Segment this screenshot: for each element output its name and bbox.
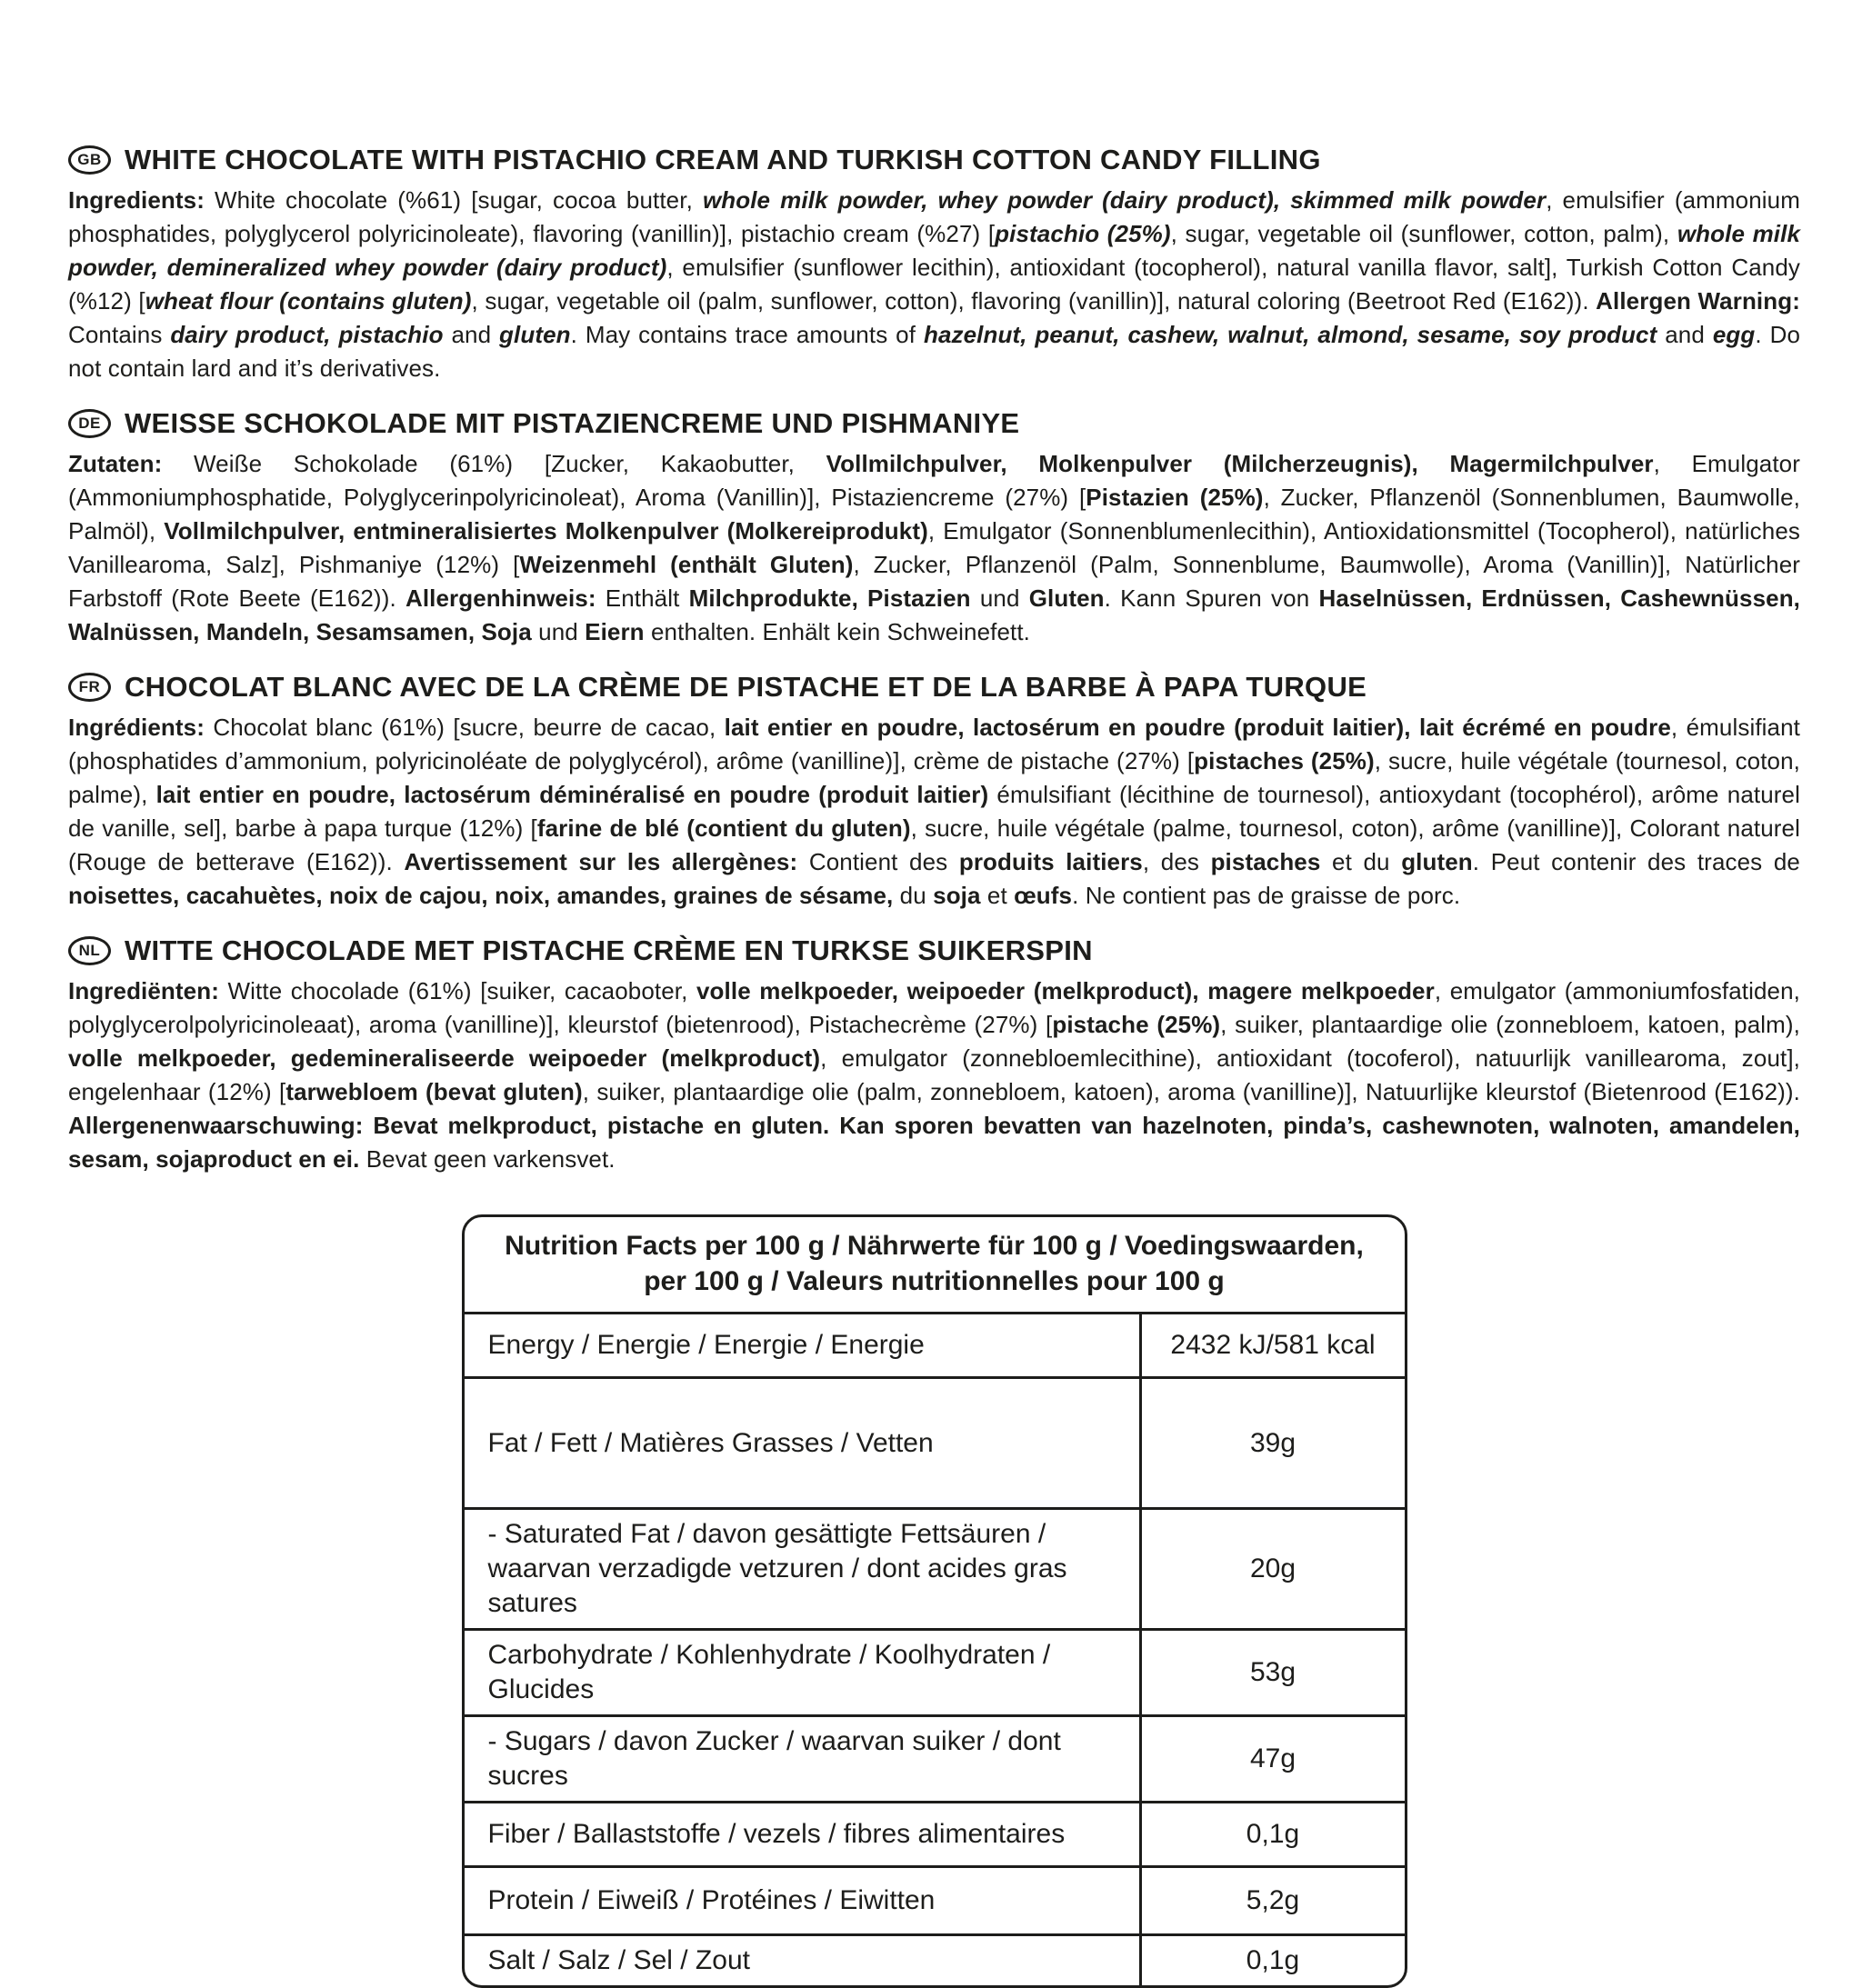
section-fr	[68, 671, 1800, 913]
section-gb-heading	[68, 144, 1800, 176]
nutrition-row-fiber	[465, 1803, 1405, 1868]
nutrition-label: Carbohydrate / Kohlenhydrate / Koolhydraten / Glucides	[465, 1631, 1142, 1714]
section-de-title: WEISSE SCHOKOLADE MIT PISTAZIENCREME UND PISHMANIYE	[125, 407, 1020, 439]
nutrition-value: 47g	[1249, 1743, 1296, 1773]
nutrition-row-protein	[465, 1868, 1405, 1936]
nutrition-label: Energy / Energie / Energie / Energie	[465, 1314, 1142, 1376]
gb-language-badge: GB	[68, 145, 111, 175]
nutrition-value: 20g	[1249, 1553, 1296, 1583]
section-gb-title: WHITE CHOCOLATE WITH PISTACHIO CREAM AND TURKISH COTTON CANDY FILLING	[125, 144, 1321, 175]
section-gb	[68, 144, 1800, 385]
nutrition-value: 0,1g	[1246, 1819, 1300, 1849]
nutrition-value: 53g	[1249, 1657, 1296, 1687]
section-nl-heading	[68, 934, 1800, 967]
section-fr-heading	[68, 671, 1800, 704]
nutrition-table-title: Nutrition Facts per 100 g / Nährwerte für 100 g / Voedingswaarden, per 100 g / Valeurs nutritionnelles pour 100 g	[465, 1217, 1405, 1314]
nutrition-value: 5,2g	[1246, 1885, 1300, 1915]
nutrition-label: - Sugars / davon Zucker / waarvan suiker / dont sucres	[465, 1717, 1142, 1801]
nutrition-label: Protein / Eiweiß / Protéines / Eiwitten	[465, 1868, 1142, 1933]
section-de-heading	[68, 407, 1800, 440]
de-language-badge: DE	[68, 409, 111, 438]
section-de	[68, 407, 1800, 649]
section-nl	[68, 934, 1800, 1176]
nutrition-value: 0,1g	[1246, 1945, 1300, 1975]
nutrition-row-carbohydrate	[465, 1631, 1405, 1717]
nutrition-label: - Saturated Fat / davon gesättigte Fettsäuren / waarvan verzadigde vetzuren / dont acides gras satures	[465, 1510, 1142, 1628]
nl-language-badge: NL	[68, 936, 111, 965]
section-gb-ingredients: Ingredients: White chocolate (%61) [sugar, cocoa butter, whole milk powder, whey powder (dairy product), skimmed milk powder, emulsifier (ammonium phosphatides, polyglycerol polyricinoleate), flavoring (vanillin)], pistachio cream (%27) [pistachio (25%), sugar, vegetable oil (sunflower, cotton, palm), whole milk powder, demineralized whey powder (dairy product), emulsifier (sunflower lecithin), antioxidant (tocopherol), natural vanilla flavor, salt], Turkish Cotton Candy (%12) [wheat flour (contains gluten), sugar, vegetable oil (palm, sunflower, cotton), flavoring (vanillin)], natural coloring (Beetroot Red (E162)). Allergen Warning: Contains dairy product, pistachio and gluten. May contains trace amounts of hazelnut, peanut, cashew, walnut, almond, sesame, soy product and egg. Do not contain lard and it’s derivatives.	[68, 186, 1801, 382]
fr-language-badge: FR	[68, 673, 111, 702]
section-nl-ingredients: Ingrediënten: Witte chocolade (61%) [suiker, cacaoboter, volle melkpoeder, weipoeder (melkproduct), magere melkpoeder, emulgator (ammoniumfosfatiden, polyglycerolpolyricinoleaat), aroma (vanilline)], kleurstof (bietenrood), Pistachecrème (27%) [pistache (25%), suiker, plantaardige olie (zonnebloem, katoen, palm), volle melkpoeder, gedemineraliseerde weipoeder (melkproduct), emulgator (zonnebloemlecithine), antioxidant (tocoferol), natuurlijk vanillearoma, zout], engelenhaar (12%) [tarwebloem (bevat gluten), suiker, plantaardige olie (palm, zonnebloem, katoen), aroma (vanilline)], Natuurlijke kleurstof (Bietenrood (E162)). Allergenenwaarschuwing: Bevat melkproduct, pistache en gluten. Kan sporen bevatten van hazelnoten, pinda’s, cashewnoten, walnoten, amandelen, sesam, sojaproduct en ei. Bevat geen varkensvet.	[68, 977, 1801, 1173]
section-nl-title: WITTE CHOCOLADE MET PISTACHE CRÈME EN TURKSE SUIKERSPIN	[125, 934, 1093, 966]
nutrition-row-saturated-fat	[465, 1510, 1405, 1631]
nutrition-row-salt	[465, 1936, 1405, 1985]
section-fr-ingredients: Ingrédients: Chocolat blanc (61%) [sucre, beurre de cacao, lait entier en poudre, lactosérum en poudre (produit laitier), lait écrémé en poudre, émulsifiant (phosphatides d’ammonium, polyricinoléate de polyglycérol), arôme (vanilline)], crème de pistache (27%) [pistaches (25%), sucre, huile végétale (tournesol, coton, palme), lait entier en poudre, lactosérum déminéralisé en poudre (produit laitier) émulsifiant (lécithine de tournesol), antioxydant (tocophérol), arôme naturel de vanille, sel], barbe à papa turque (12%) [farine de blé (contient du gluten), sucre, huile végétale (palme, tournesol, coton), arôme (vanilline)], Colorant naturel (Rouge de betterave (E162)). Avertissement sur les allergènes: Contient des produits laitiers, des pistaches et du gluten. Peut contenir des traces de noisettes, cacahuètes, noix de cajou, noix, amandes, graines de sésame, du soja et œufs. Ne contient pas de graisse de porc.	[68, 714, 1800, 909]
nutrition-label: Fiber / Ballaststoffe / vezels / fibres alimentaires	[465, 1803, 1142, 1865]
nutrition-label: Salt / Salz / Sel / Zout	[465, 1936, 1142, 1985]
nutrition-row-energy	[465, 1314, 1405, 1379]
nutrition-table	[462, 1214, 1407, 1988]
section-fr-title: CHOCOLAT BLANC AVEC DE LA CRÈME DE PISTACHE ET DE LA BARBE À PAPA TURQUE	[125, 671, 1367, 703]
nutrition-label: Fat / Fett / Matières Grasses / Vetten	[465, 1379, 1142, 1507]
nutrition-value: 39g	[1249, 1427, 1296, 1458]
nutrition-value: 2432 kJ/581 kcal	[1170, 1330, 1376, 1360]
nutrition-row-sugars	[465, 1717, 1405, 1803]
section-de-ingredients: Zutaten: Weiße Schokolade (61%) [Zucker, Kakaobutter, Vollmilchpulver, Molkenpulver (Milcherzeugnis), Magermilchpulver, Emulgator (Ammoniumphosphatide, Polyglycerinpolyricinoleat), Aroma (Vanillin)], Pistaziencreme (27%) [Pistazien (25%), Zucker, Pflanzenöl (Sonnenblumen, Baumwolle, Palmöl), Vollmilchpulver, entmineralisiertes Molkenpulver (Molkereiprodukt), Emulgator (Sonnenblumenlecithin), Antioxidationsmittel (Tocopherol), natürliches Vanillearoma, Salz], Pishmaniye (12%) [Weizenmehl (enthält Gluten), Zucker, Pflanzenöl (Palm, Sonnenblume, Baumwolle), Aroma (Vanillin)], Natürlicher Farbstoff (Rote Beete (E162)). Allergenhinweis: Enthält Milchprodukte, Pistazien und Gluten. Kann Spuren von Haselnüssen, Erdnüssen, Cashewnüssen, Walnüssen, Mandeln, Sesamsamen, Soja und Eiern enthalten. Enhält kein Schweinefett.	[68, 450, 1801, 645]
nutrition-row-fat	[465, 1379, 1405, 1510]
